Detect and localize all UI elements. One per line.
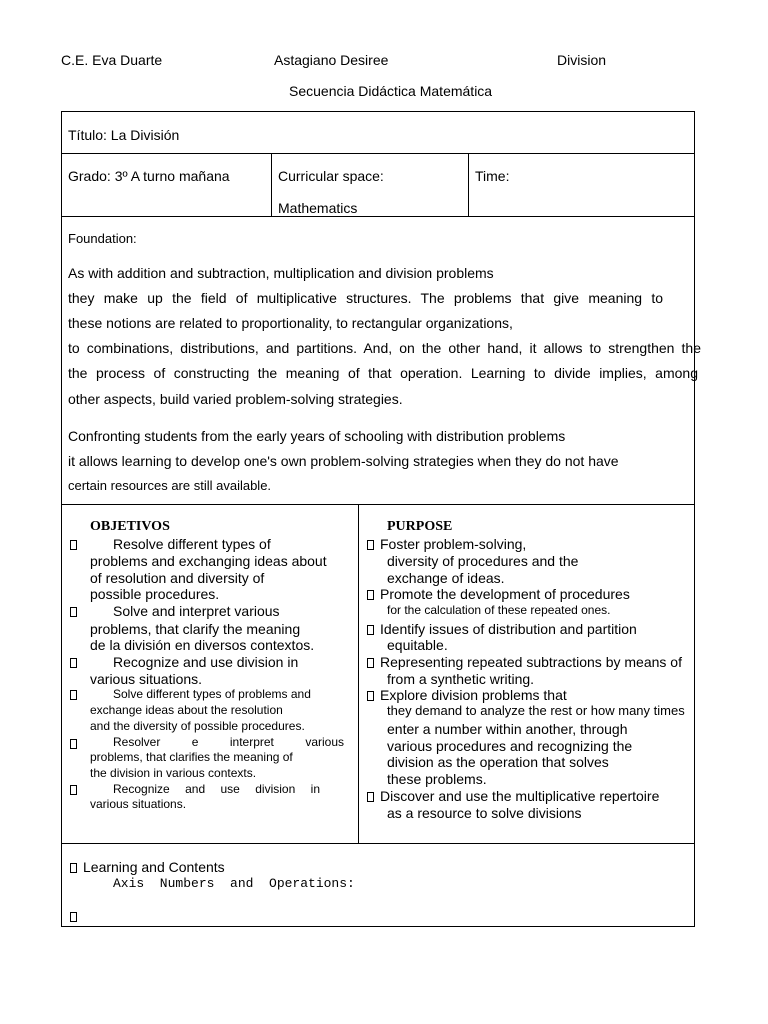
purpose-line: they demand to analyze the rest or how many times: [387, 703, 685, 718]
foundation-line: other aspects, build varied problem-solving strategies.: [68, 391, 403, 407]
checkbox-icon: [367, 658, 374, 668]
objective-line: Recognize and use division in: [113, 782, 320, 796]
checkbox-icon: [70, 607, 77, 617]
objective-line: Resolver e interpret various: [113, 735, 344, 749]
checkbox-icon: [70, 540, 77, 550]
lesson-title: Título: La División: [68, 127, 180, 143]
purpose-line: various procedures and recognizing the: [387, 738, 633, 754]
objective-line: Resolve different types of: [113, 536, 271, 552]
objective-line: Solve and interpret various: [113, 603, 280, 619]
purpose-line: Discover and use the multiplicative repertoire: [380, 788, 660, 804]
objective-line: Recognize and use division in: [113, 654, 299, 670]
checkbox-icon: [70, 863, 77, 873]
objective-line: various situations.: [90, 797, 187, 811]
school-name: C.E. Eva Duarte: [61, 52, 163, 68]
purpose-line: enter a number within another, through: [387, 721, 628, 737]
checkbox-icon: [367, 625, 374, 635]
checkbox-icon: [70, 912, 77, 922]
purpose-line: division as the operation that solves: [387, 754, 609, 770]
checkbox-icon: [367, 540, 374, 550]
objective-line: possible procedures.: [90, 586, 220, 602]
objectives-title: OBJETIVOS: [90, 519, 170, 534]
author-name: Astagiano Desiree: [274, 52, 389, 68]
objective-line: problems, that clarify the meaning: [90, 621, 301, 637]
purpose-line: Identify issues of distribution and partition: [380, 621, 637, 637]
objective-line: of resolution and diversity of: [90, 570, 265, 586]
purpose-line: diversity of procedures and the: [387, 553, 579, 569]
checkbox-icon: [367, 691, 374, 701]
time-label: Time:: [475, 168, 510, 184]
checkbox-icon: [70, 658, 77, 668]
purpose-line: Promote the development of procedures: [380, 586, 630, 602]
foundation-line: the process of constructing the meaning of that operation. Learning to divide implies, among: [68, 365, 698, 381]
objective-line: de la división en diversos contextos.: [90, 637, 315, 653]
checkbox-icon: [70, 785, 77, 795]
checkbox-icon: [70, 739, 77, 749]
purpose-line: Foster problem-solving,: [380, 536, 527, 552]
curricular-space-label: Curricular space:: [278, 168, 384, 184]
foundation-label: Foundation:: [68, 231, 137, 246]
purpose-line: these problems.: [387, 771, 487, 787]
objective-line: exchange ideas about the resolution: [90, 703, 283, 717]
foundation-line: As with addition and subtraction, multiplication and division problems: [68, 265, 494, 281]
foundation-line: they make up the field of multiplicative structures. The problems that give meaning to: [68, 290, 663, 306]
foundation-line: to combinations, distributions, and partitions. And, on the other hand, it allows to strengthen the: [68, 340, 701, 356]
purpose-line: equitable.: [387, 637, 448, 653]
grade-label: Grado: 3º A turno mañana: [68, 168, 230, 184]
purpose-line: for the calculation of these repeated ones.: [387, 603, 611, 617]
curricular-space-value: Mathematics: [278, 200, 358, 216]
foundation-line: certain resources are still available.: [68, 478, 272, 493]
foundation-line: Confronting students from the early years of schooling with distribution problems: [68, 428, 566, 444]
objective-line: various situations.: [90, 671, 203, 687]
objective-line: Solve different types of problems and: [113, 687, 311, 701]
purpose-line: from a synthetic writing.: [387, 671, 535, 687]
purpose-line: Representing repeated subtractions by means of: [380, 654, 682, 670]
learning-contents-label: Learning and Contents: [83, 859, 225, 875]
objective-line: the division in various contexts.: [90, 766, 257, 780]
objective-line: problems and exchanging ideas about: [90, 553, 327, 569]
checkbox-icon: [367, 792, 374, 802]
document-subtitle: Secuencia Didáctica Matemática: [289, 83, 493, 99]
foundation-line: these notions are related to proportionality, to rectangular organizations,: [68, 315, 513, 331]
purpose-line: as a resource to solve divisions: [387, 805, 582, 821]
foundation-line: it allows learning to develop one's own problem-solving strategies when they do not have: [68, 453, 619, 469]
checkbox-icon: [367, 590, 374, 600]
axis-label: Axis Numbers and Operations:: [113, 876, 355, 891]
purpose-line: Explore division problems that: [380, 687, 567, 703]
objective-line: problems, that clarifies the meaning of: [90, 750, 293, 764]
checkbox-icon: [70, 690, 77, 700]
purpose-title: PURPOSE: [387, 519, 453, 534]
topic-name: Division: [557, 52, 607, 68]
objective-line: and the diversity of possible procedures.: [90, 719, 305, 733]
purpose-line: exchange of ideas.: [387, 570, 505, 586]
